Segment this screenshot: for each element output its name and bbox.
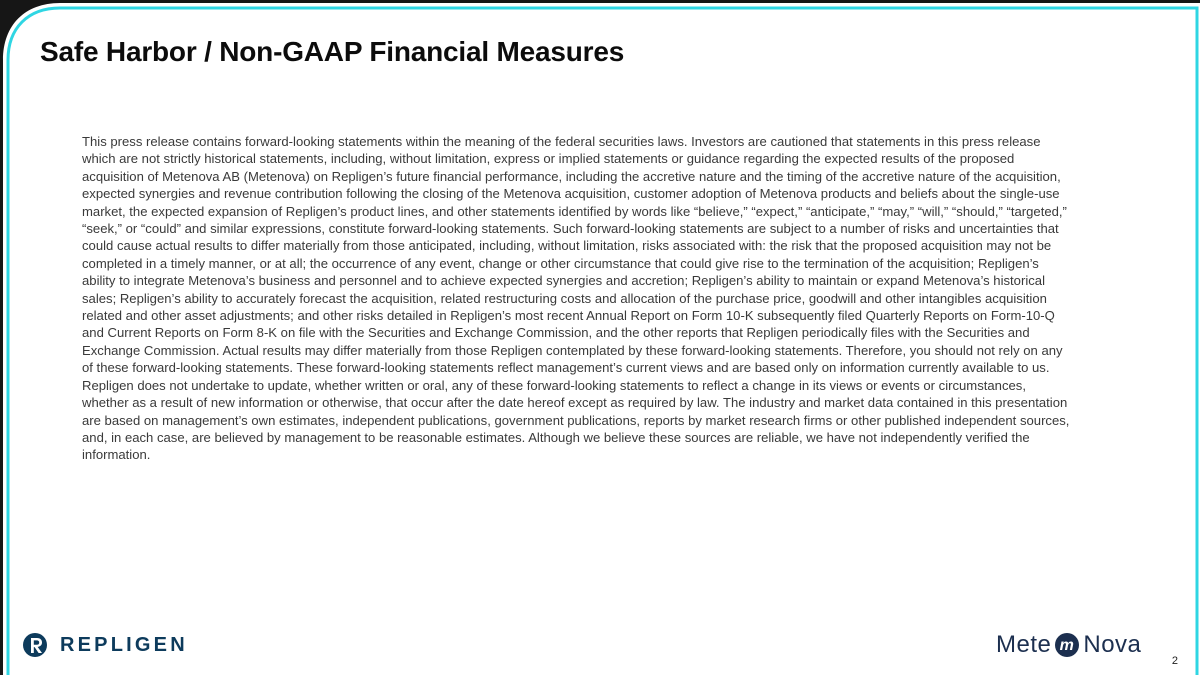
metenova-mark-letter: m [1059, 637, 1075, 654]
repligen-logo [22, 631, 188, 659]
metenova-m-icon [1054, 632, 1080, 658]
page-number: 2 [1171, 655, 1178, 667]
repligen-r-icon [22, 631, 48, 659]
slide-title: Safe Harbor / Non-GAAP Financial Measures [40, 36, 625, 67]
metenova-logo-left: Mete [996, 631, 1052, 658]
repligen-logo-text: REPLIGEN [60, 633, 188, 656]
safe-harbor-statement: This press release contains forward-looking statements within the meaning of the federal securities laws. Investors are cautioned that statements in this press release which are not strictly historical statements, including, without limitation, express or implied statements or guidance regarding the expected results of the proposed acquisition of Metenova AB (Metenova) on Repligen’s future financial performance, including the accretive nature and the timing of the accretive nature of the acquisition, expected synergies and revenue contribution following the closing of the Metenova acquisition, customer adoption of Metenova products and beliefs about the single-use market, the expected expansion of Repligen’s product lines, and other statements identified by words like “believe,” “expect,” “anticipate,” “may,” “will,” “should,” “targeted,” “seek,” or “could” and similar expressions, constitute forward-looking statements. Such forward-looking statements are subject to a number of risks and uncertainties that could cause actual results to differ materially from those anticipated, including, without limitation, risks associated with: the risk that the proposed acquisition may not be completed in a timely manner, or at all; the occurrence of any event, change or other circumstance that could give rise to the termination of the acquisition; Repligen’s ability to integrate Metenova’s business and personnel and to achieve expected synergies and accretion; Repligen’s ability to maintain or expand Metenova’s historical sales; Repligen’s ability to accurately forecast the acquisition, related restructuring costs and allocation of the purchase price, goodwill and other intangibles acquisition related and other asset adjustments; and other risks detailed in Repligen’s most recent Annual Report on Form 10-K subsequently filed Quarterly Reports on Form-10-Q and Current Reports on Form 8-K on file with the Securities and Exchange Commission, and the other reports that Repligen periodically files with the Securities and Exchange Commission. Actual results may differ materially from those Repligen contemplated by these forward-looking statements. Therefore, you should not rely on any of these forward-looking statements. These forward-looking statements reflect management’s current views and are based only on information currently available to us. Repligen does not undertake to update, whether written or oral, any of these forward-looking statements to reflect a change in its views or events or circumstances, whether as a result of new information or otherwise, that occur after the date hereof except as required by law. The industry and market data contained in this presentation are based on management’s own estimates, independent publications, government publications, reports by market research firms or other published independent sources, and, in each case, are believed by management to be reasonable estimates. Although we believe these sources are reliable, we have not independently verified the information. [82, 134, 1070, 463]
metenova-logo-right: Nova [1083, 631, 1142, 658]
metenova-logo [996, 632, 1141, 658]
